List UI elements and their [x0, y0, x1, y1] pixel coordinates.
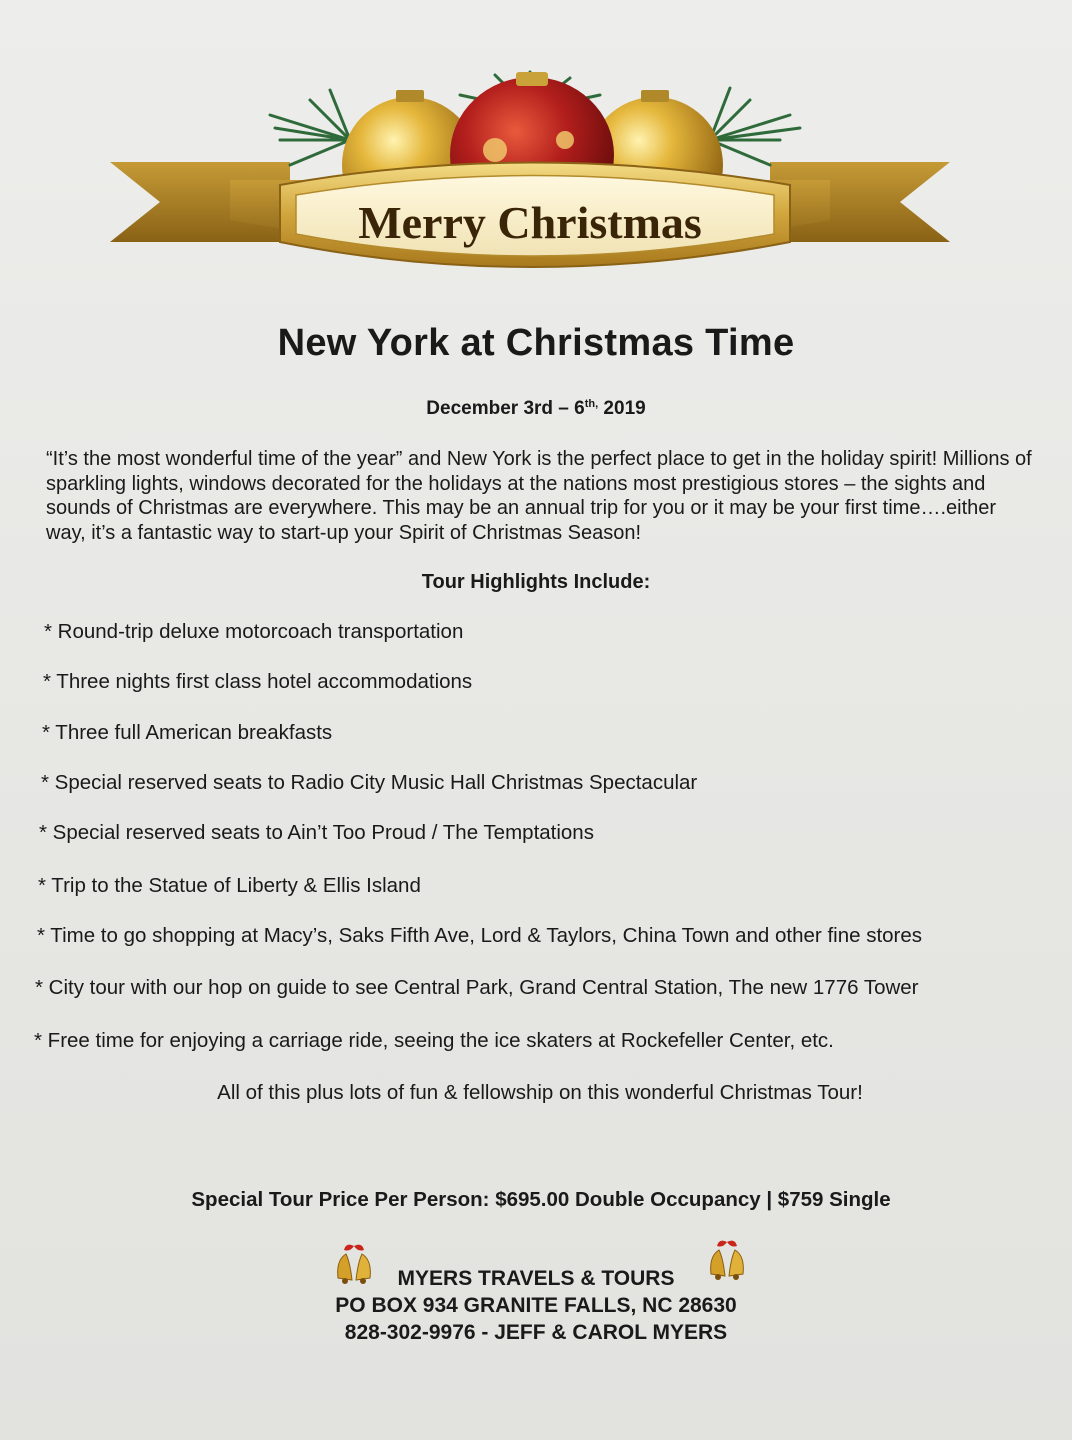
highlight-item: * Special reserved seats to Ain’t Too Proud / The Temptations: [39, 821, 594, 844]
tour-price: Special Tour Price Per Person: $695.00 Double Occupancy | $759 Single: [191, 1188, 891, 1211]
closing-line: All of this plus lots of fun & fellowship on this wonderful Christmas Tour!: [217, 1081, 863, 1104]
banner-greeting: Merry Christmas: [358, 197, 702, 248]
company-info: [0, 1265, 1072, 1346]
highlight-item: * Trip to the Statue of Liberty & Ellis Island: [38, 874, 421, 897]
highlights-heading: Tour Highlights Include:: [421, 571, 651, 593]
highlight-item: * Round-trip deluxe motorcoach transportation: [44, 620, 464, 643]
dates-prefix: December 3rd – 6: [426, 398, 585, 419]
dates-year: 2019: [598, 398, 646, 419]
highlight-item: * Free time for enjoying a carriage ride, seeing the ice skaters at Rockefeller Center, etc.: [34, 1029, 834, 1052]
company-contact: 828-302-9976 - JEFF & CAROL MYERS: [344, 1321, 728, 1344]
highlight-item: * Special reserved seats to Radio City Music Hall Christmas Spectacular: [41, 771, 698, 794]
company-address: PO BOX 934 GRANITE FALLS, NC 28630: [335, 1294, 737, 1317]
highlight-item: * City tour with our hop on guide to see Central Park, Grand Central Station, The new 1776 Tower: [35, 976, 919, 999]
company-name: MYERS TRAVELS & TOURS: [397, 1267, 675, 1290]
tour-dates: [0, 398, 1072, 420]
intro-paragraph: “It’s the most wonderful time of the year” and New York is the perfect place to get in the holiday spirit! Millions of sparkling lights, windows decorated for the holidays at the nations most prestigious stores – the sights and sounds of Christmas are everywhere. This may be an annual trip for you or it may be your first time….either way, it’s a fantastic way to start-up your Spirit of Christmas Season!: [46, 448, 1032, 544]
highlight-item: * Time to go shopping at Macy’s, Saks Fifth Ave, Lord & Taylors, China Town and other fine stores: [37, 924, 923, 947]
dates-suffix: th,: [584, 398, 599, 410]
highlight-item: * Three full American breakfasts: [42, 721, 333, 744]
merry-christmas-banner: [100, 70, 960, 300]
highlight-item: * Three nights first class hotel accommodations: [43, 670, 473, 693]
page-title: New York at Christmas Time: [277, 322, 795, 364]
